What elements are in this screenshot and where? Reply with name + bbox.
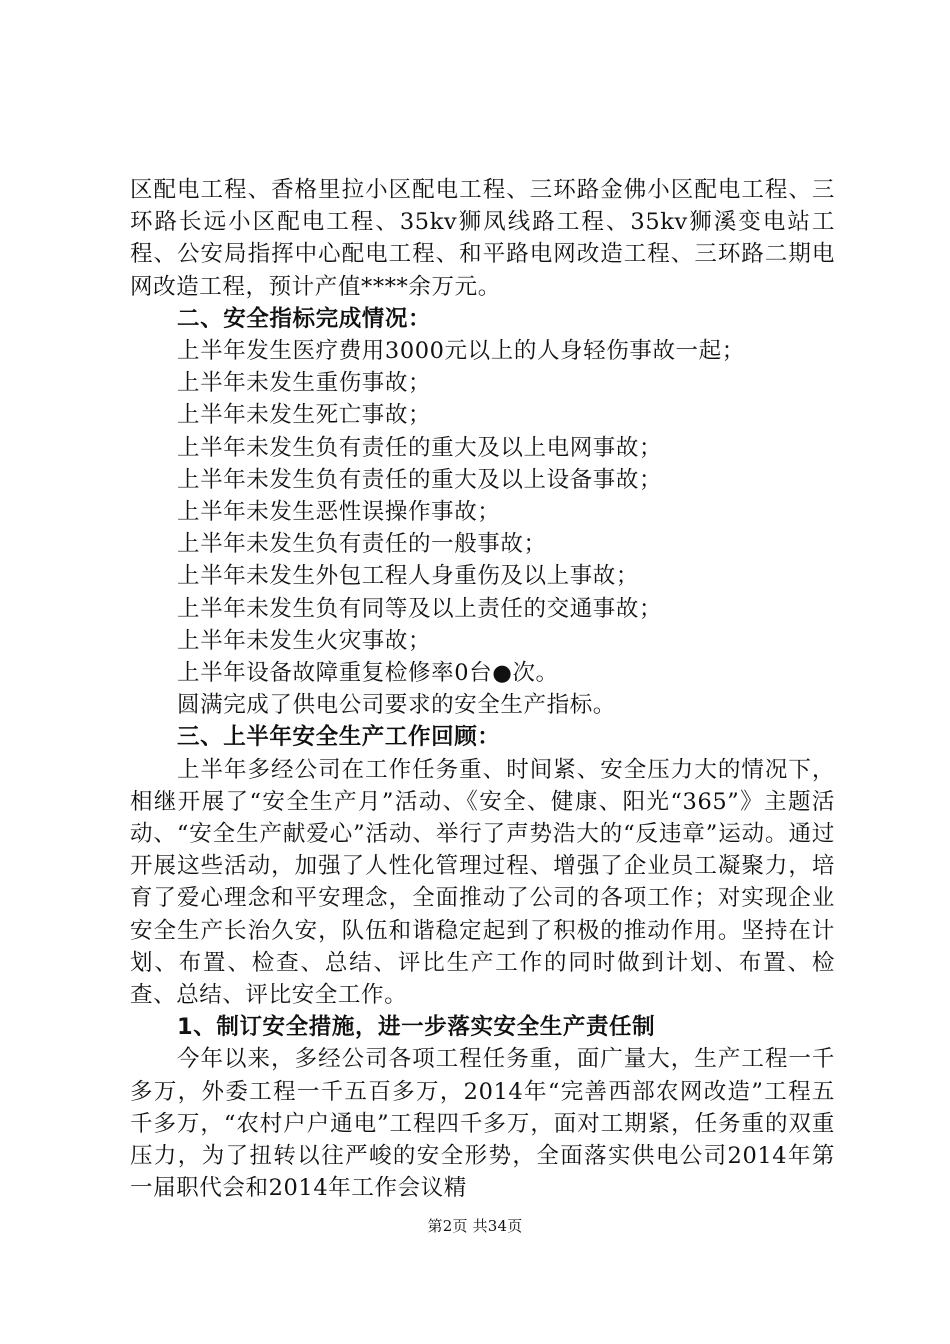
list-item: 上半年未发生重伤事故； bbox=[177, 370, 432, 397]
list-item: 上半年未发生恶性误操作事故； bbox=[177, 499, 501, 526]
list-item: 上半年未发生火灾事故； bbox=[177, 627, 432, 654]
list-item: 上半年未发生负有责任的重大及以上电网事故； bbox=[177, 434, 663, 461]
list-item: 上半年未发生负有责任的重大及以上设备事故； bbox=[177, 466, 663, 493]
document-body bbox=[130, 174, 835, 1205]
list-item: 上半年未发生外包工程人身重伤及以上事故； bbox=[177, 563, 640, 590]
safety-measures-paragraph: 今年以来，多经公司各项工程任务重，面广量大，生产工程一千多万，外委工程一千五百多万，2014年“完善西部农网改造”工程五千多万，“农村户户通电”工程四千多万，面对工期紧，任务重的双重压力，为了扭转以往严峻的安全形势，全面落实供电公司2014年第一届职代会和2014年工作会议精 bbox=[130, 1046, 835, 1202]
section-heading-review: 三、上半年安全生产工作回顾： bbox=[177, 724, 501, 751]
list-item: 上半年发生医疗费用3000元以上的人身轻伤事故一起； bbox=[177, 338, 745, 365]
list-item: 上半年设备故障重复检修率0台●次。 bbox=[177, 660, 559, 687]
list-item: 上半年未发生负有同等及以上责任的交通事故； bbox=[177, 595, 663, 622]
page-footer: 第2页 共34页 bbox=[427, 1217, 523, 1235]
list-item: 上半年未发生负有责任的一般事故； bbox=[177, 531, 547, 558]
list-item: 上半年未发生死亡事故； bbox=[177, 402, 432, 429]
list-item: 圆满完成了供电公司要求的安全生产指标。 bbox=[177, 692, 616, 719]
review-paragraph: 上半年多经公司在工作任务重、时间紧、安全压力大的情况下，相继开展了“安全生产月”活动、《安全、健康、阳光“365”》主题活动、“安全生产献爱心”活动、举行了声势浩大的“反违章”运动。通过开展这些活动，加强了人性化管理过程、增强了企业员工凝聚力，培育了爱心理念和平安理念，全面推动了公司的各项工作；对实现企业安全生产长治久安，队伍和谐稳定起到了积极的推动作用。坚持在计划、布置、检查、总结、评比生产工作的同时做到计划、布置、检查、总结、评比安全工作。 bbox=[130, 756, 835, 1009]
subsection-heading-safety-measures: 1、制订安全措施，进一步落实安全生产责任制 bbox=[177, 1014, 656, 1041]
intro-paragraph: 区配电工程、香格里拉小区配电工程、三环路金佛小区配电工程、三环路长远小区配电工程、35kv狮凤线路工程、35kv狮溪变电站工程、公安局指挥中心配电工程、和平路电网改造工程、三环路二期电网改造工程，预计产值****余万元。 bbox=[130, 177, 835, 300]
section-heading-safety-indicators: 二、安全指标完成情况： bbox=[177, 305, 432, 332]
